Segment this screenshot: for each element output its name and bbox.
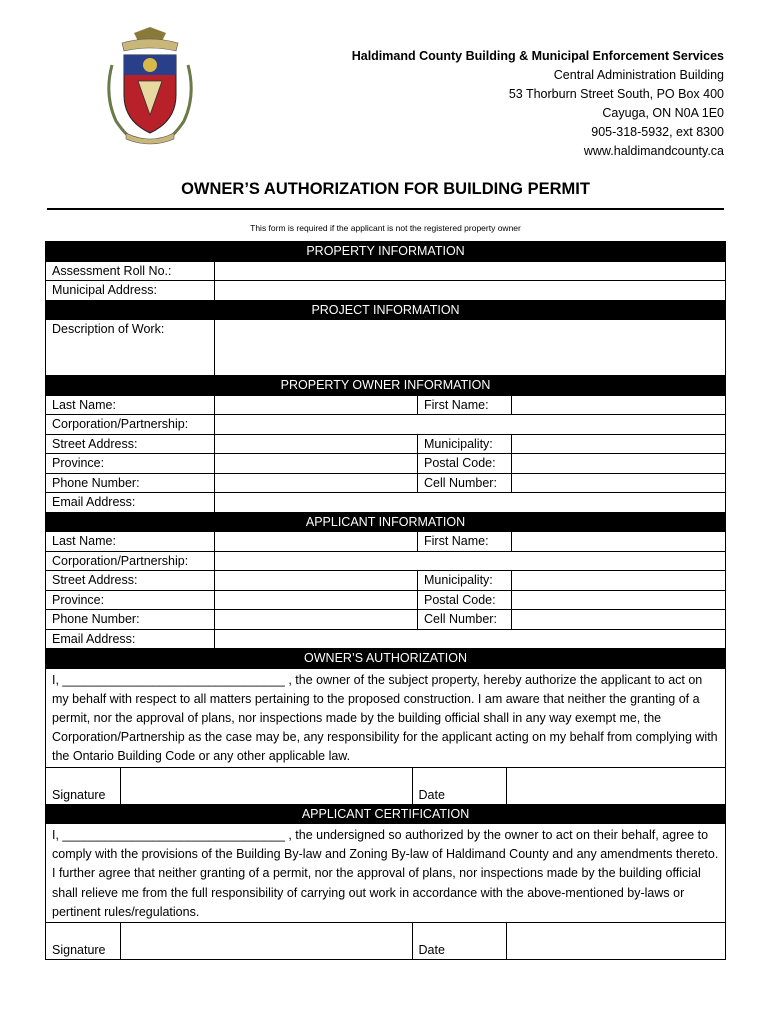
applicant-municipality-field[interactable] bbox=[512, 571, 726, 591]
office-city: Cayuga, ON N0A 1E0 bbox=[602, 106, 724, 120]
property-section-heading: PROPERTY INFORMATION bbox=[46, 242, 726, 262]
office-name: Haldimand County Building & Municipal Enforcement Services bbox=[351, 49, 724, 63]
applicant-last-name-field[interactable] bbox=[215, 532, 418, 552]
owner-email-label: Email Address: bbox=[46, 493, 215, 513]
applicant-cell-field[interactable] bbox=[512, 610, 726, 630]
applicant-postal-field[interactable] bbox=[512, 590, 726, 610]
applicant-first-name-label: First Name: bbox=[418, 532, 512, 552]
applicant-municipality-label: Municipality: bbox=[418, 571, 512, 591]
applicant-corporation-label: Corporation/Partnership: bbox=[46, 551, 215, 571]
applicant-signature-field[interactable] bbox=[120, 923, 412, 959]
owner-cell-label: Cell Number: bbox=[418, 473, 512, 493]
title-rule bbox=[47, 208, 724, 210]
applicant-last-name-label: Last Name: bbox=[46, 532, 215, 552]
applicant-email-field[interactable] bbox=[215, 629, 726, 649]
applicant-province-label: Province: bbox=[46, 590, 215, 610]
owner-postal-field[interactable] bbox=[512, 454, 726, 474]
assessment-roll-field[interactable] bbox=[215, 261, 726, 281]
owner-municipality-field[interactable] bbox=[512, 434, 726, 454]
owner-first-name-label: First Name: bbox=[418, 395, 512, 415]
owner-street-label: Street Address: bbox=[46, 434, 215, 454]
description-label: Description of Work: bbox=[46, 320, 215, 376]
owner-phone-label: Phone Number: bbox=[46, 473, 215, 493]
certification-section-heading: APPLICANT CERTIFICATION bbox=[46, 804, 726, 824]
owner-section-heading: PROPERTY OWNER INFORMATION bbox=[46, 376, 726, 396]
office-header bbox=[352, 47, 724, 161]
applicant-province-field[interactable] bbox=[215, 590, 418, 610]
owner-date-field[interactable] bbox=[506, 768, 725, 804]
owner-cell-field[interactable] bbox=[512, 473, 726, 493]
applicant-cell-label: Cell Number: bbox=[418, 610, 512, 630]
owner-phone-field[interactable] bbox=[215, 473, 418, 493]
authorization-text: I, ________________________________ , the owner of the subject property, hereby authorize the applicant to act on my behalf with respect to all matters pertaining to the proposed construction. I am aware that neither the granting of a permit, nor the approval of plans, nor inspections made by the building official shall in any way exempt me, the Corporation/Partnership as the case may be, any responsibility for the applicant acting on my behalf from complying with the Ontario Building Code or any other applicable law. bbox=[46, 668, 726, 767]
municipal-address-field[interactable] bbox=[215, 281, 726, 301]
owner-last-name-field[interactable] bbox=[215, 395, 418, 415]
owner-date-label: Date bbox=[412, 768, 506, 804]
project-section-heading: PROJECT INFORMATION bbox=[46, 300, 726, 320]
applicant-email-label: Email Address: bbox=[46, 629, 215, 649]
form-title: OWNER’S AUTHORIZATION FOR BUILDING PERMIT bbox=[181, 180, 590, 198]
applicant-postal-label: Postal Code: bbox=[418, 590, 512, 610]
owner-first-name-field[interactable] bbox=[512, 395, 726, 415]
assessment-roll-label: Assessment Roll No.: bbox=[46, 261, 215, 281]
authorization-section-heading: OWNER’S AUTHORIZATION bbox=[46, 649, 726, 669]
owner-province-label: Province: bbox=[46, 454, 215, 474]
owner-corporation-label: Corporation/Partnership: bbox=[46, 415, 215, 435]
owner-postal-label: Postal Code: bbox=[418, 454, 512, 474]
owner-last-name-label: Last Name: bbox=[46, 395, 215, 415]
applicant-date-field[interactable] bbox=[506, 923, 725, 959]
applicant-section-heading: APPLICANT INFORMATION bbox=[46, 512, 726, 532]
form-note: This form is required if the applicant is not the registered property owner bbox=[250, 223, 521, 233]
certification-text: I, ________________________________ , the undersigned so authorized by the owner to act on their behalf, agree to comply with the provisions of the Building By-law and Zoning By-law of Haldimand County and any amendments thereto. I further agree that neither granting of a permit, nor the approval of plans, nor inspections made by the building official shall relieve me from the full responsibility of carrying out work in accordance with the above-mentioned by-laws or pertinent rules/regulations. bbox=[46, 824, 726, 923]
owner-corporation-field[interactable] bbox=[215, 415, 726, 435]
applicant-corporation-field[interactable] bbox=[215, 551, 726, 571]
description-field[interactable] bbox=[215, 320, 726, 376]
office-street: 53 Thorburn Street South, PO Box 400 bbox=[508, 87, 724, 101]
applicant-street-label: Street Address: bbox=[46, 571, 215, 591]
owner-municipality-label: Municipality: bbox=[418, 434, 512, 454]
owner-province-field[interactable] bbox=[215, 454, 418, 474]
authorization-form bbox=[45, 241, 726, 960]
owner-signature-label: Signature bbox=[46, 768, 120, 804]
applicant-phone-label: Phone Number: bbox=[46, 610, 215, 630]
municipal-address-label: Municipal Address: bbox=[46, 281, 215, 301]
office-website: www.haldimandcounty.ca bbox=[583, 144, 724, 158]
owner-email-field[interactable] bbox=[215, 493, 726, 513]
owner-signature-field[interactable] bbox=[120, 768, 412, 804]
applicant-street-field[interactable] bbox=[215, 571, 418, 591]
owner-street-field[interactable] bbox=[215, 434, 418, 454]
county-crest-icon bbox=[104, 25, 196, 147]
applicant-signature-label: Signature bbox=[46, 923, 120, 959]
applicant-phone-field[interactable] bbox=[215, 610, 418, 630]
office-building: Central Administration Building bbox=[553, 68, 724, 82]
office-phone: 905-318-5932, ext 8300 bbox=[591, 125, 724, 139]
applicant-first-name-field[interactable] bbox=[512, 532, 726, 552]
applicant-date-label: Date bbox=[412, 923, 506, 959]
